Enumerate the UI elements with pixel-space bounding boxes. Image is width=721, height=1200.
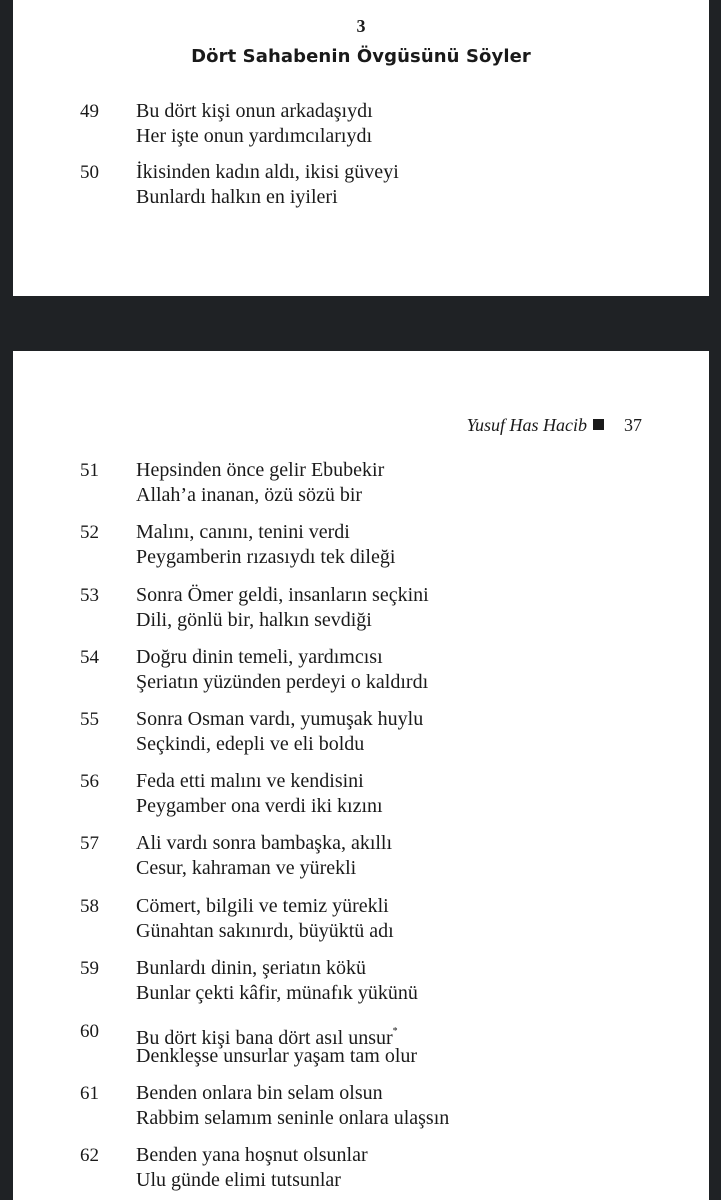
footnote-mark[interactable]: * [392,1026,398,1037]
running-header [467,415,642,436]
chapter-number: 3 [356,16,366,36]
verse-line: Dili, gönlü bir, halkın sevdiği [136,609,372,631]
verse-line: Benden yana hoşnut olsunlar [136,1144,368,1166]
book-page-top [13,0,709,296]
verse-number: 54 [80,647,99,668]
verse-line: Ulu günde elimi tutsunlar [136,1169,341,1191]
verse-number: 52 [80,522,99,543]
chapter-title: Dört Sahabenin Övgüsünü Söyler [191,46,531,67]
verse-line: Allah’a inanan, özü sözü bir [136,484,363,506]
verse-line: Benden onlara bin selam olsun [136,1082,383,1104]
verse-line: Seçkindi, edepli ve eli boldu [136,733,365,755]
verse-line: Bunlar çekti kâfir, münafık yükünü [136,982,418,1004]
verse-number: 62 [80,1145,99,1166]
verse-number: 51 [80,460,99,481]
verse-number: 57 [80,833,99,854]
verse-line: Bunlardı halkın en iyileri [136,186,338,208]
verse-line [136,1019,417,1049]
verse-line: Doğru dinin temeli, yardımcısı [136,646,383,668]
page-number: 37 [624,415,642,435]
verse-line: Sonra Ömer geldi, insanların seçkini [136,584,429,606]
verse-line: Bunlardı dinin, şeriatın kökü [136,957,366,979]
verse-number: 56 [80,771,99,792]
verse-line: Feda etti malını ve kendisini [136,770,364,792]
verse-number: 60 [80,1021,99,1042]
verse-number: 49 [80,101,99,122]
verse-line: İkisinden kadın aldı, ikisi güveyi [136,161,399,183]
verse-line: Cömert, bilgili ve temiz yürekli [136,895,389,917]
verse-line: Bu dört kişi onun arkadaşıydı [136,100,373,122]
verse-line-text: Bu dört kişi bana dört asıl unsur [136,1027,393,1049]
verse-number: 55 [80,709,99,730]
verse-number: 53 [80,585,99,606]
verse-line: Rabbim selamım seninle onlara ulaşsın [136,1107,450,1129]
verse-line: Sonra Osman vardı, yumuşak huylu [136,708,424,730]
verse-line: Şeriatın yüzünden perdeyi o kaldırdı [136,671,429,693]
verse-line: Günahtan sakınırdı, büyüktü adı [136,920,394,942]
verse-line: Her işte onun yardımcılarıydı [136,125,373,147]
running-header-author: Yusuf Has Hacib [466,415,587,435]
verse-line: Hepsinden önce gelir Ebubekir [136,459,385,481]
verse-number: 59 [80,958,99,979]
verse-line: Malını, canını, tenini verdi [136,521,350,543]
book-page-bottom [13,351,709,1200]
verse-line: Ali vardı sonra bambaşka, akıllı [136,832,393,854]
verse-line: Denkleşse unsurlar yaşam tam olur [136,1045,418,1067]
verse-line: Peygamber ona verdi iki kızını [136,795,383,817]
verse-number: 58 [80,896,99,917]
verse-line: Cesur, kahraman ve yürekli [136,857,357,879]
verse-number: 61 [80,1083,99,1104]
verse-line: Peygamberin rızasıydı tek dileği [136,546,396,568]
square-bullet-icon [593,419,604,430]
verse-number: 50 [80,162,99,183]
